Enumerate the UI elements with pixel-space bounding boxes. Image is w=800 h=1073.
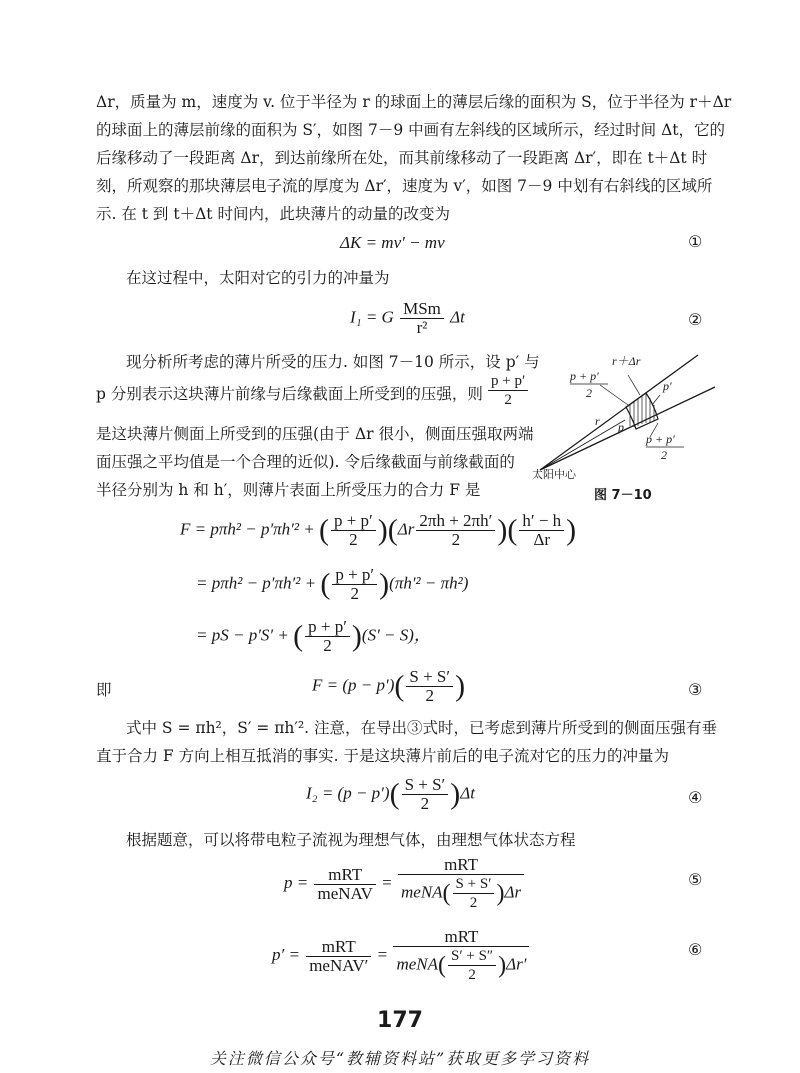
fraction-numerator: 2πh + 2πh′ (416, 512, 495, 531)
fraction-average-pressure (488, 372, 528, 409)
equation-text: (S′ − S)， (361, 625, 431, 645)
fraction-numerator: S′ + S″ (448, 947, 496, 966)
equals-sign: = (373, 944, 392, 964)
equation-3: F = (p − p′)( $\frac{S + S'}{2}$ ) (312, 667, 466, 705)
fraction-denominator: meNAV′ (309, 955, 369, 975)
fraction-numerator: S + S′ (453, 875, 495, 894)
label-avg-top-num: p + p′ (570, 369, 599, 383)
equation-6 (272, 928, 531, 984)
fraction-denominator: 2 (451, 530, 461, 549)
label-p-prime: p′ (663, 379, 672, 393)
text-line: 现分析所考虑的薄片所受的压力. 如图 7－10 所示，设 p′ 与 (126, 353, 540, 371)
fraction-denominator: 2 (420, 794, 430, 813)
fraction-denominator: 2 (350, 584, 359, 603)
text-line: 刻，所观察的那块薄层电子流的厚度为 Δr′，速度为 v′，如图 7－9 中划有右斜线的区域所 (96, 177, 713, 195)
page-number: 177 (377, 1008, 423, 1033)
equation-tail: Δt (460, 783, 475, 803)
equation-text: (πh′² − πh²) (389, 573, 469, 593)
equation-lhs: p = (284, 872, 313, 892)
denominator-part: Δr′ (506, 954, 527, 974)
lower-boundary-line (540, 387, 715, 470)
equation-force-row-1: F = pπh² − p′πh′² + ( $\frac{p + p'}{2}$ )(Δr $\frac{2\pi h + 2\pi h'}{2}$ )( $\frac{h' - h}{\Delta r}$ ) (180, 511, 577, 549)
fraction-denominator: meNA( $\frac{S' + S''}{2}$ )Δr′ (396, 948, 527, 983)
fraction-denominator: meNA( $\frac{S + S'}{2}$ )Δr (401, 876, 522, 911)
label-sun-center: 太阳中心 (532, 468, 576, 480)
denominator-part: meNA (396, 954, 438, 974)
equation-text: F = pπh² − p′πh′² + (180, 519, 319, 539)
equation-force-row-3: = pS − p′S′ + ( $\frac{p + p'}{2}$ )(S′ − S)， (196, 617, 431, 655)
equation-lhs: F = (p − p′) (312, 675, 395, 695)
fraction-denominator: 2 (468, 967, 476, 983)
fraction-numerator: p + p′ (488, 372, 528, 391)
equation-force-row-2: = pπh² − p′πh′² + ( $\frac{p + p'}{2}$ )(πh′² − πh²) (196, 565, 469, 603)
fraction-denominator: 2 (425, 686, 434, 705)
text-line: 面压强之平均值是一个合理的近似). 令后缘截面与前缘截面的 (96, 453, 515, 471)
equation-number: ③ (688, 680, 703, 699)
fraction-numerator: mRT (314, 866, 375, 885)
fraction-denominator: 2 (323, 636, 332, 655)
text-line: 式中 S = πh²，S′ = πh′². 注意，在导出③式时，已考虑到薄片所受到的侧面压强有垂 (126, 719, 718, 737)
text-prefix: 即 (96, 681, 112, 699)
fraction-numerator: S + S′ (406, 668, 453, 687)
label-avg-bottom-den: 2 (661, 448, 667, 462)
text-line: 后缘移动了一段距离 Δr，到达前缘所在处，而其前缘移动了一段距离 Δr′，即在 t＋Δt 时 (96, 149, 708, 167)
equation-4: I₂ = (p − p′)( $\frac{S + S'}{2}$ )Δt (306, 775, 475, 813)
fraction-numerator: h′ − h (519, 512, 564, 531)
label-r: r (595, 414, 600, 428)
denominator-part: meNA (401, 882, 443, 902)
leader-line (652, 395, 660, 405)
equation-number: ⑥ (688, 940, 703, 959)
text-line: 半径分别为 h 和 h′，则薄片表面上所受压力的合力 F 是 (96, 481, 481, 499)
fraction-denominator: meNAV (317, 883, 373, 903)
denominator-part: Δr (504, 882, 522, 902)
text-line: 直于合力 F 方向上相互抵消的事实. 于是这块薄片前后的电子流对它的压力的冲量为 (96, 747, 669, 765)
equation-number: ④ (688, 788, 703, 807)
fraction-numerator: mRT (398, 856, 524, 875)
fraction-numerator: mRT (306, 938, 371, 957)
fraction-denominator: 2 (504, 392, 512, 408)
equation-text: = pS − p′S′ + (196, 625, 294, 645)
text-line: 的球面上的薄层前缘的面积为 S′，如图 7－9 中画有左斜线的区域所示，经过时间 Δt，它的 (96, 121, 725, 139)
text-line: 在这过程中，太阳对它的引力的冲量为 (126, 269, 390, 287)
equation-2 (350, 300, 465, 337)
text-line: 是这块薄片侧面上所受到的压强(由于 Δr 很小，侧面压强取两端 (96, 425, 534, 443)
upper-boundary-line (540, 355, 698, 470)
fraction-denominator: r² (416, 318, 428, 337)
equals-sign: = (377, 872, 396, 892)
fraction-denominator: 2 (349, 530, 358, 549)
text-line: 示. 在 t 到 t＋Δt 时间内，此块薄片的动量的改变为 (96, 205, 450, 223)
equation-text: = pπh² − p′πh′² + (196, 573, 321, 593)
label-p: p (618, 420, 624, 434)
text-line: Δr，质量为 m，速度为 v. 位于半径为 r 的球面上的薄层后缘的面积为 S，位于半径为 r＋Δr (96, 93, 732, 111)
fraction (400, 300, 444, 337)
fraction-numerator: p + p′ (332, 566, 377, 585)
equation-text: ΔK = mv′ − mv (340, 233, 445, 252)
fraction-numerator: p + p′ (331, 512, 376, 531)
label-avg-top-den: 2 (586, 386, 592, 400)
equation-5 (284, 856, 526, 912)
equation-number: ① (688, 232, 703, 251)
equation-text: Δr (397, 519, 415, 539)
label-r-plus-dr: r＋Δr (612, 354, 641, 368)
footer-note: 关注微信公众号“教辅资料站”获取更多学习资料 (209, 1049, 591, 1068)
text-line: 根据题意，可以将带电粒子流视为理想气体，由理想气体状态方程 (126, 831, 576, 849)
equation-number: ② (688, 310, 703, 329)
figure-7-10 (530, 345, 720, 480)
equation-number: ⑤ (688, 870, 703, 889)
label-avg-bottom-num: p + p′ (646, 432, 675, 446)
radius-line (540, 420, 625, 470)
fraction-numerator: p + p′ (305, 618, 350, 637)
fraction-numerator: mRT (393, 928, 529, 947)
fraction-denominator: Δr (533, 530, 551, 549)
equation-lhs: I₂ = (p − p′) (306, 783, 390, 803)
leader-line (628, 375, 640, 395)
leader-line (600, 385, 628, 405)
figure-caption: 图 7－10 (594, 488, 652, 503)
text-line: p 分别表示这块薄片前缘与后缘截面上所受到的压强，则 (96, 385, 483, 403)
fraction-numerator: S + S′ (402, 776, 449, 795)
equation-1 (340, 232, 445, 254)
fraction-numerator: MSm (400, 300, 444, 319)
fraction-denominator: 2 (469, 895, 478, 911)
equation-lhs: I₁ = G (350, 307, 394, 327)
equation-lhs: p′ = (272, 944, 305, 964)
equation-tail: Δt (450, 307, 465, 327)
